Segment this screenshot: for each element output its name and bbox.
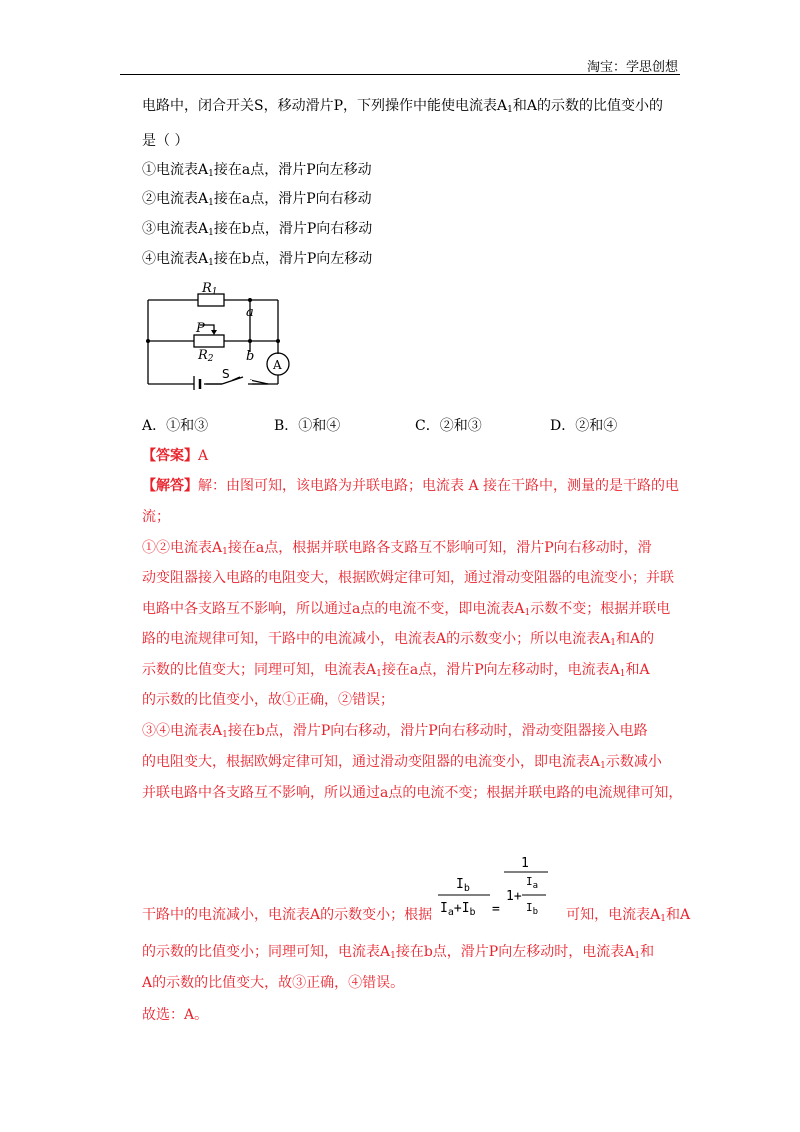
lhs-numerator: $I_b$: [456, 877, 470, 894]
analysis-line-2: 流；: [142, 509, 170, 525]
r1-label: R1: [202, 281, 218, 297]
analysis-line-10: 的电阻变大，根据欧姆定律可知，通过滑动变阻器的电流变小，即电流表$A_1$示数减小: [142, 754, 662, 771]
option-d: D．②和④: [550, 418, 618, 434]
answer-value: A: [198, 448, 209, 464]
switch-s-label: S: [222, 367, 230, 381]
analysis-line-3: ①②电流表$A_1$接在a点，根据并联电路各支路互不影响可知，滑片P向右移动时，滑: [142, 540, 652, 557]
analysis-line-9: ③④电流表$A_1$接在b点，滑片P向右移动，滑片P向右移动时，滑动变阻器接入电路: [142, 723, 648, 740]
inner-denominator: $I_b$: [526, 901, 539, 917]
analysis-line-4: 动变阻器接入电路的电阻变大，根据欧姆定律可知，通过滑动变阻器的电流变小；并联: [142, 570, 674, 586]
analysis-line-1: 【解答】解：由图可知，该电路为并联电路；电流表 A 接在干路中，测量的是干路的电: [142, 478, 680, 494]
rhs-denominator-lead: 1+: [506, 889, 522, 904]
lhs-denominator: $I_a+I_b$: [440, 901, 476, 918]
answer-line: [142, 446, 208, 466]
question-line-1: 电路中，闭合开关S，移动滑片P，下列操作中能使电流表$A_1$和A的示数的比值变小的: [142, 98, 663, 115]
analysis-line-7: 示数的比值变大；同理可知，电流表$A_1$接在a点，滑片P向左移动时，电流表$A_1$和A: [142, 662, 650, 679]
answer-tag: 【答案】: [142, 448, 198, 464]
analysis-conclusion: 故选：A。: [142, 1007, 209, 1023]
question-line-2: 是（ ）: [142, 133, 189, 149]
page-header: [120, 56, 680, 75]
analysis-line-11: 并联电路中各支路互不影响，所以通过a点的电流不变；根据并联电路的电流规律可知，: [142, 785, 683, 801]
equals-sign: =: [492, 902, 500, 917]
analysis-line-6: 路的电流规律可知，干路中的电流减小，电流表A的示数变小；所以电流表$A_1$和A的: [142, 631, 655, 648]
point-b-label: b: [246, 349, 255, 364]
analysis-line-13: 的示数的比值变小；同理可知，电流表$A_1$接在b点，滑片P向左移动时，电流表$A_1$和: [142, 944, 655, 961]
analysis-line-8: 的示数的比值变小，故①正确，②错误；: [142, 692, 394, 708]
question-item-1: ①电流表$A_1$接在a点，滑片P向左移动: [142, 162, 372, 179]
option-a: A．①和③: [142, 418, 209, 434]
question-item-2: ②电流表$A_1$接在a点，滑片P向右移动: [142, 191, 372, 208]
question-item-4: ④电流表$A_1$接在b点，滑片P向左移动: [142, 251, 373, 268]
option-b: B．①和④: [274, 418, 341, 434]
r2-label: R2: [198, 348, 214, 364]
shop-name: 淘宝：学思创想: [586, 60, 678, 75]
ammeter-label: A: [273, 358, 282, 372]
question-item-3: ③电流表$A_1$接在b点，滑片P向右移动: [142, 221, 373, 238]
point-a-label: a: [246, 305, 254, 320]
analysis-line-5: 电路中各支路互不影响，所以通过a点的电流不变，即电流表$A_1$示数不变；根据并联电: [142, 601, 671, 618]
analysis-tag: 【解答】: [142, 478, 198, 494]
analysis-line-12: 干路中的电流减小，电流表A的示数变小；根据 可知，电流表$A_1$和A: [142, 907, 691, 924]
analysis-line-14: A的示数的比值变大，故③正确，④错误。: [142, 975, 405, 991]
circuit-diagram: [140, 280, 310, 390]
option-c: C．②和③: [415, 418, 482, 434]
inner-numerator: $I_a$: [526, 875, 539, 891]
rhs-numerator: 1: [521, 856, 529, 871]
slider-p-label: P: [196, 321, 205, 336]
